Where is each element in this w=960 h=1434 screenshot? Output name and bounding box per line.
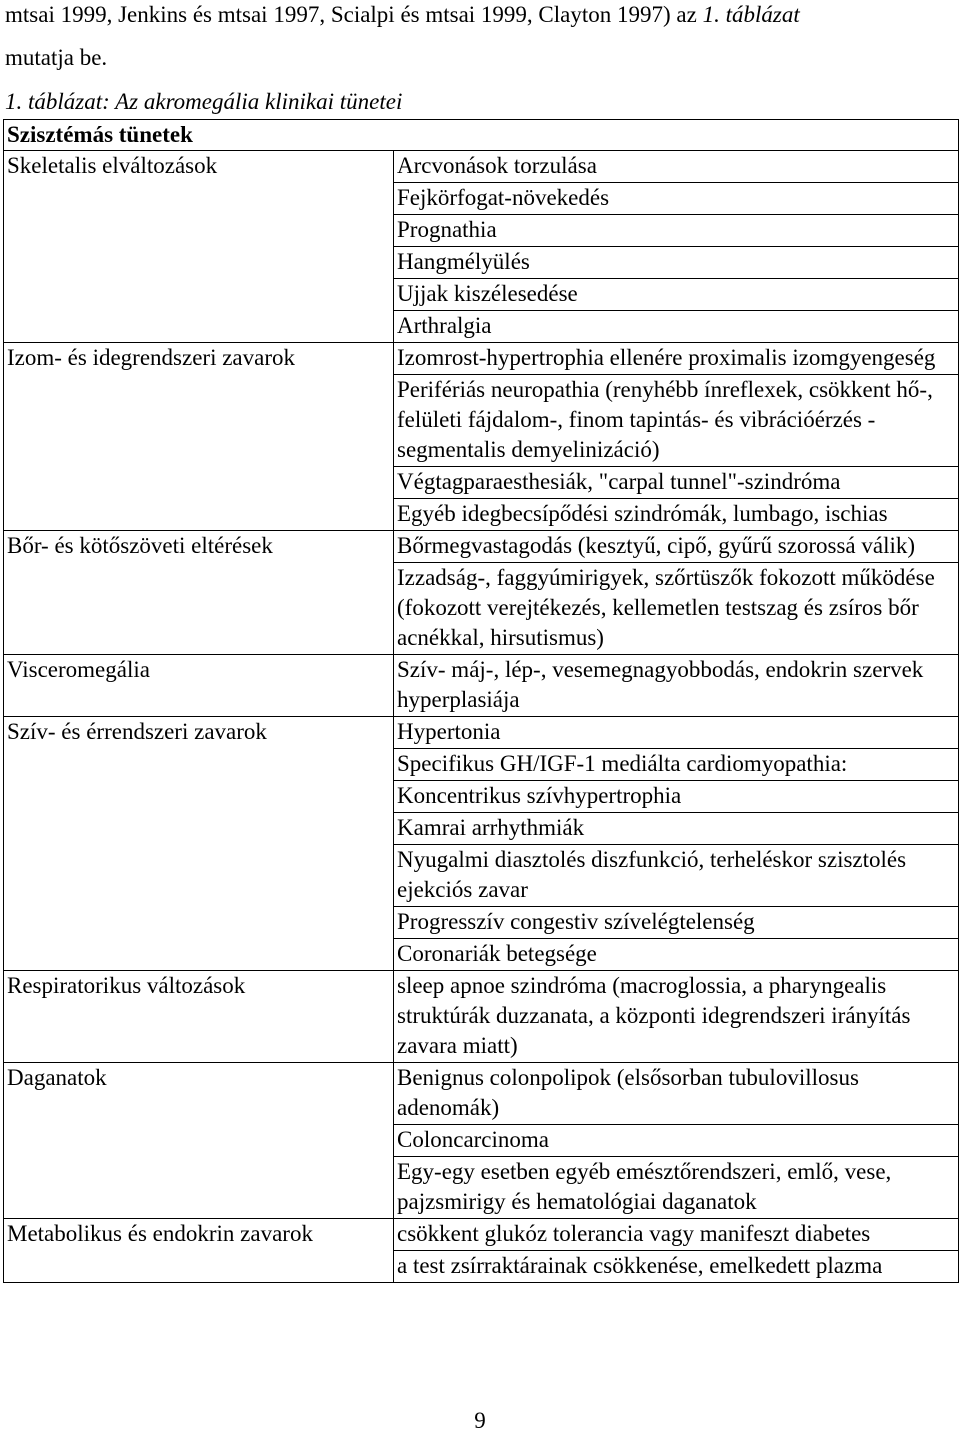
symptom-cell: Progresszív congestiv szívelégtelenség [394, 907, 959, 939]
table-row [4, 343, 959, 375]
category-cell: Bőr- és kötőszöveti eltérések [4, 531, 394, 655]
table-header-row [4, 120, 959, 151]
table-row [4, 1219, 959, 1251]
symptom-cell: Coloncarcinoma [394, 1125, 959, 1157]
table-row [4, 971, 959, 1063]
table-row [4, 717, 959, 749]
category-cell: Szív- és érrendszeri zavarok [4, 717, 394, 971]
symptom-cell: Koncentrikus szívhypertrophia [394, 781, 959, 813]
symptom-cell: Fejkörfogat-növekedés [394, 183, 959, 215]
table-row [4, 1063, 959, 1125]
category-cell: Skeletalis elváltozások [4, 151, 394, 343]
symptoms-table [3, 119, 959, 1283]
table-row [4, 151, 959, 183]
intro-line-1 [5, 1, 800, 29]
table-caption: 1. táblázat: Az akromegália klinikai tünetei [5, 89, 403, 114]
symptom-cell: Nyugalmi diasztolés diszfunkció, terheléskor szisztolés ejekciós zavar [394, 845, 959, 907]
symptom-cell: Arthralgia [394, 311, 959, 343]
symptom-cell: csökkent glukóz tolerancia vagy manifeszt diabetes [394, 1219, 959, 1251]
table-header: Szisztémás tünetek [4, 120, 959, 151]
table-reference: 1. táblázat [702, 2, 800, 27]
intro-line-2: mutatja be. [5, 45, 108, 70]
symptom-cell: Izomrost-hypertrophia ellenére proximalis izomgyengeség [394, 343, 959, 375]
symptom-cell: Perifériás neuropathia (renyhébb ínreflexek, csökkent hő-, felületi fájdalom-, finom tapintás- és vibrációérzés - segmentalis demyelinizáció) [394, 375, 959, 467]
category-cell: Metabolikus és endokrin zavarok [4, 1219, 394, 1283]
symptom-cell: Izzadság-, faggyúmirigyek, szőrtüszők fokozott működése (fokozott verejtékezés, kellemetlen testszag és zsíros bőr acnékkal, hirsutismus) [394, 563, 959, 655]
symptom-cell: Végtagparaesthesiák, "carpal tunnel"-szindróma [394, 467, 959, 499]
table-row [4, 655, 959, 717]
symptom-cell: Prognathia [394, 215, 959, 247]
symptom-cell: a test zsírraktárainak csökkenése, emelkedett plazma [394, 1251, 959, 1283]
category-cell: Respiratorikus változások [4, 971, 394, 1063]
category-cell: Visceromegália [4, 655, 394, 717]
symptom-cell: Egy-egy esetben egyéb emésztőrendszeri, emlő, vese, pajzsmirigy és hematológiai daganatok [394, 1157, 959, 1219]
symptom-cell: Ujjak kiszélesedése [394, 279, 959, 311]
symptom-cell: sleep apnoe szindróma (macroglossia, a pharyngealis struktúrák duzzanata, a központi idegrendszeri irányítás zavara miatt) [394, 971, 959, 1063]
page-number: 9 [474, 1408, 486, 1433]
symptom-cell: Bőrmegvastagodás (kesztyű, cipő, gyűrű szorossá válik) [394, 531, 959, 563]
intro-line-1-text: mtsai 1999, Jenkins és mtsai 1997, Scialpi és mtsai 1999, Clayton 1997) az [5, 2, 703, 27]
symptom-cell: Szív- máj-, lép-, vesemegnagyobbodás, endokrin szervek hyperplasiája [394, 655, 959, 717]
symptom-cell: Specifikus GH/IGF-1 mediálta cardiomyopathia: [394, 749, 959, 781]
symptom-cell: Benignus colonpolipok (elsősorban tubulovillosus adenomák) [394, 1063, 959, 1125]
category-cell: Izom- és idegrendszeri zavarok [4, 343, 394, 531]
symptom-cell: Hypertonia [394, 717, 959, 749]
symptom-cell: Hangmélyülés [394, 247, 959, 279]
symptom-cell: Kamrai arrhythmiák [394, 813, 959, 845]
symptom-cell: Coronariák betegsége [394, 939, 959, 971]
symptom-cell: Egyéb idegbecsípődési szindrómák, lumbago, ischias [394, 499, 959, 531]
table-row [4, 531, 959, 563]
category-cell: Daganatok [4, 1063, 394, 1219]
symptom-cell: Arcvonások torzulása [394, 151, 959, 183]
